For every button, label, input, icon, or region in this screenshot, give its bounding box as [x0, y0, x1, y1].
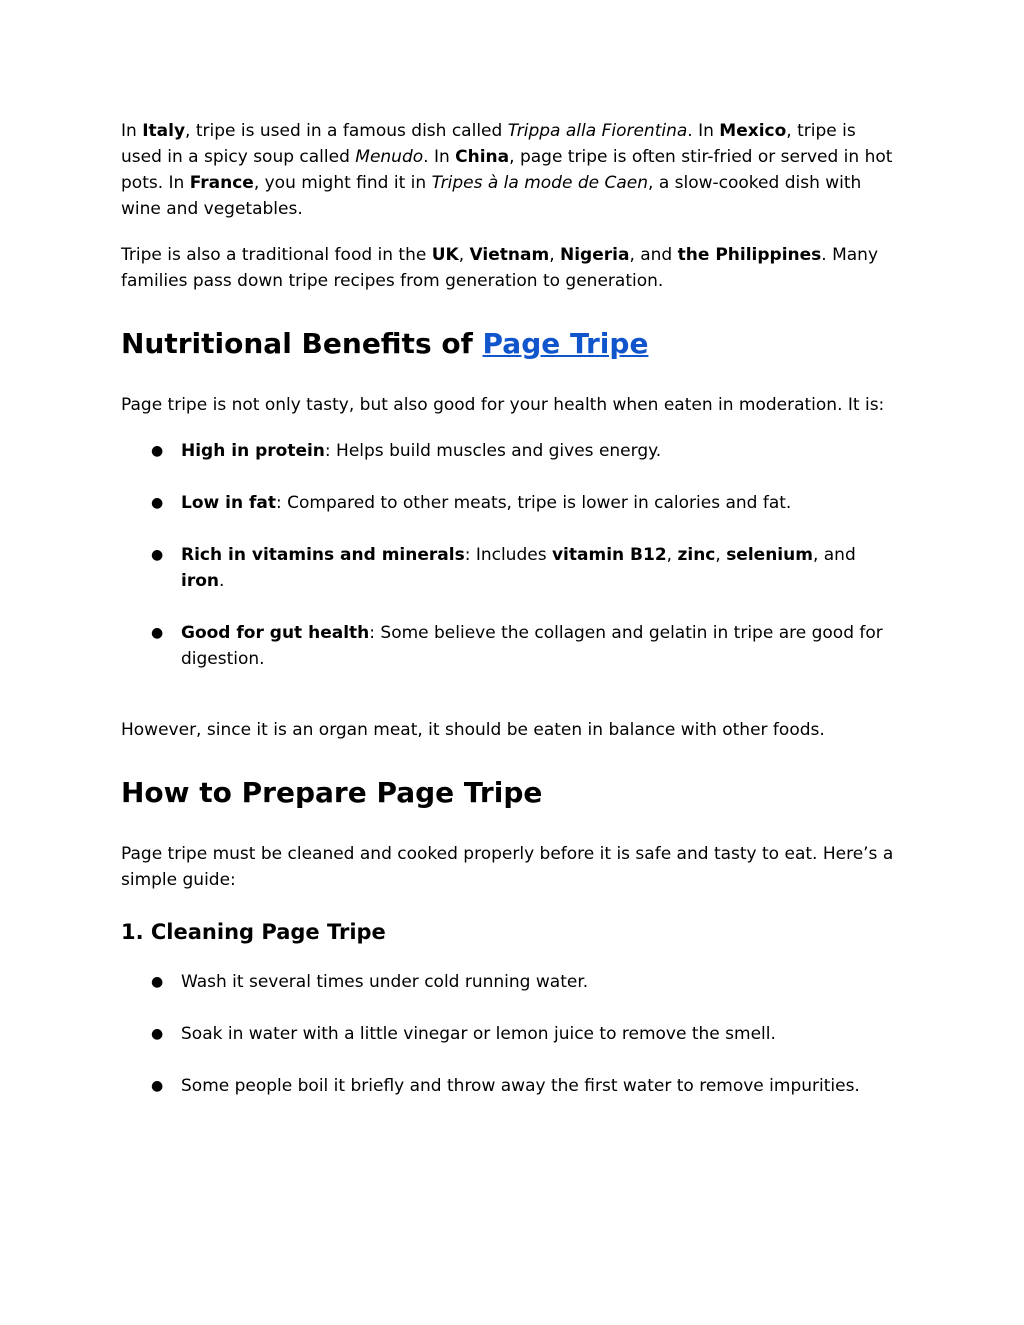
- bullet-icon: ●: [151, 625, 164, 641]
- bullet-icon: ●: [151, 1078, 164, 1094]
- country-france: France: [189, 173, 254, 193]
- country-mexico: Mexico: [719, 121, 787, 141]
- item-title: Low in fat: [181, 493, 276, 513]
- nutrition-closing: However, since it is an organ meat, it should be eaten in balance with other foods.: [121, 720, 825, 740]
- text-run: , tripe is used in a spicy soup called: [121, 121, 856, 167]
- text-run: . In: [423, 147, 456, 167]
- text-run: ,: [549, 245, 560, 265]
- item-title: High in protein: [181, 441, 325, 461]
- prepare-heading: How to Prepare Page Tripe: [121, 776, 543, 809]
- text-run: , tripe is used in a famous dish called: [185, 121, 508, 141]
- list-item: [121, 620, 901, 672]
- text-run: Tripe is also a traditional food in the: [121, 245, 432, 265]
- bullet-icon: ●: [151, 495, 164, 511]
- list-item: [121, 1021, 901, 1047]
- country-nigeria: Nigeria: [560, 245, 630, 265]
- item-text: : Includes: [464, 545, 552, 565]
- list-item: [121, 490, 901, 516]
- list-item: [121, 969, 901, 995]
- dish-trippa: Trippa alla Fiorentina: [507, 121, 688, 141]
- list-item: [121, 438, 901, 464]
- country-vietnam: Vietnam: [469, 245, 550, 265]
- text-run: ,: [458, 245, 470, 265]
- item-text: : Compared to other meats, tripe is lower in calories and fat.: [275, 493, 792, 513]
- item-text: Some people boil it briefly and throw away the first water to remove impurities.: [181, 1076, 860, 1096]
- text-run: , and: [629, 245, 678, 265]
- nutrient-iron: iron: [181, 571, 219, 591]
- nutrition-list: [121, 438, 901, 672]
- text-run: . In: [687, 121, 720, 141]
- text-run: , page tripe is often stir-fried or served in hot pots. In: [121, 147, 893, 193]
- cleaning-subheading: 1. Cleaning Page Tripe: [121, 920, 386, 944]
- page-tripe-link[interactable]: Page Tripe: [482, 327, 649, 360]
- text-run: , a slow-cooked dish with wine and vegetables.: [121, 173, 862, 219]
- dish-menudo: Menudo: [355, 147, 424, 167]
- intro-paragraph-countries: [121, 118, 901, 222]
- heading-text: Nutritional Benefits of: [121, 327, 483, 360]
- nutrition-intro: Page tripe is not only tasty, but also good for your health when eaten in moderation. It is:: [121, 395, 885, 415]
- text-run: In: [121, 121, 143, 141]
- list-item: [121, 1073, 901, 1099]
- dish-tripes-caen: Tripes à la mode de Caen: [431, 173, 649, 193]
- item-text: : Helps build muscles and gives energy.: [324, 441, 662, 461]
- country-uk: UK: [431, 245, 459, 265]
- intro-paragraph-traditions: [121, 242, 901, 294]
- item-text: Wash it several times under cold running water.: [181, 972, 589, 992]
- nutrient-b12: vitamin B12: [551, 545, 667, 565]
- nutrition-heading: [121, 324, 901, 364]
- bullet-icon: ●: [151, 974, 164, 990]
- item-text: ,: [715, 545, 727, 565]
- bullet-icon: ●: [151, 443, 164, 459]
- document-page: [121, 118, 901, 1099]
- cleaning-list: [121, 969, 901, 1099]
- item-text: Soak in water with a little vinegar or lemon juice to remove the smell.: [181, 1024, 776, 1044]
- text-run: . Many families pass down tripe recipes from generation to generation.: [121, 245, 879, 291]
- list-item: [121, 542, 901, 594]
- country-china: China: [455, 147, 510, 167]
- country-italy: Italy: [142, 121, 186, 141]
- country-philippines: the Philippines: [677, 245, 822, 265]
- item-text: ,: [666, 545, 678, 565]
- item-text: .: [219, 571, 225, 591]
- item-text: , and: [812, 545, 856, 565]
- bullet-icon: ●: [151, 1026, 164, 1042]
- item-title: Rich in vitamins and minerals: [181, 545, 465, 565]
- item-title: Good for gut health: [181, 623, 370, 643]
- bullet-icon: ●: [151, 547, 164, 563]
- text-run: , you might find it in: [253, 173, 432, 193]
- nutrient-selenium: selenium: [726, 545, 813, 565]
- item-text: : Some believe the collagen and gelatin in tripe are good for digestion.: [181, 623, 883, 669]
- prepare-intro: Page tripe must be cleaned and cooked properly before it is safe and tasty to eat. Here’s a simple guide:: [121, 844, 894, 890]
- nutrient-zinc: zinc: [677, 545, 716, 565]
